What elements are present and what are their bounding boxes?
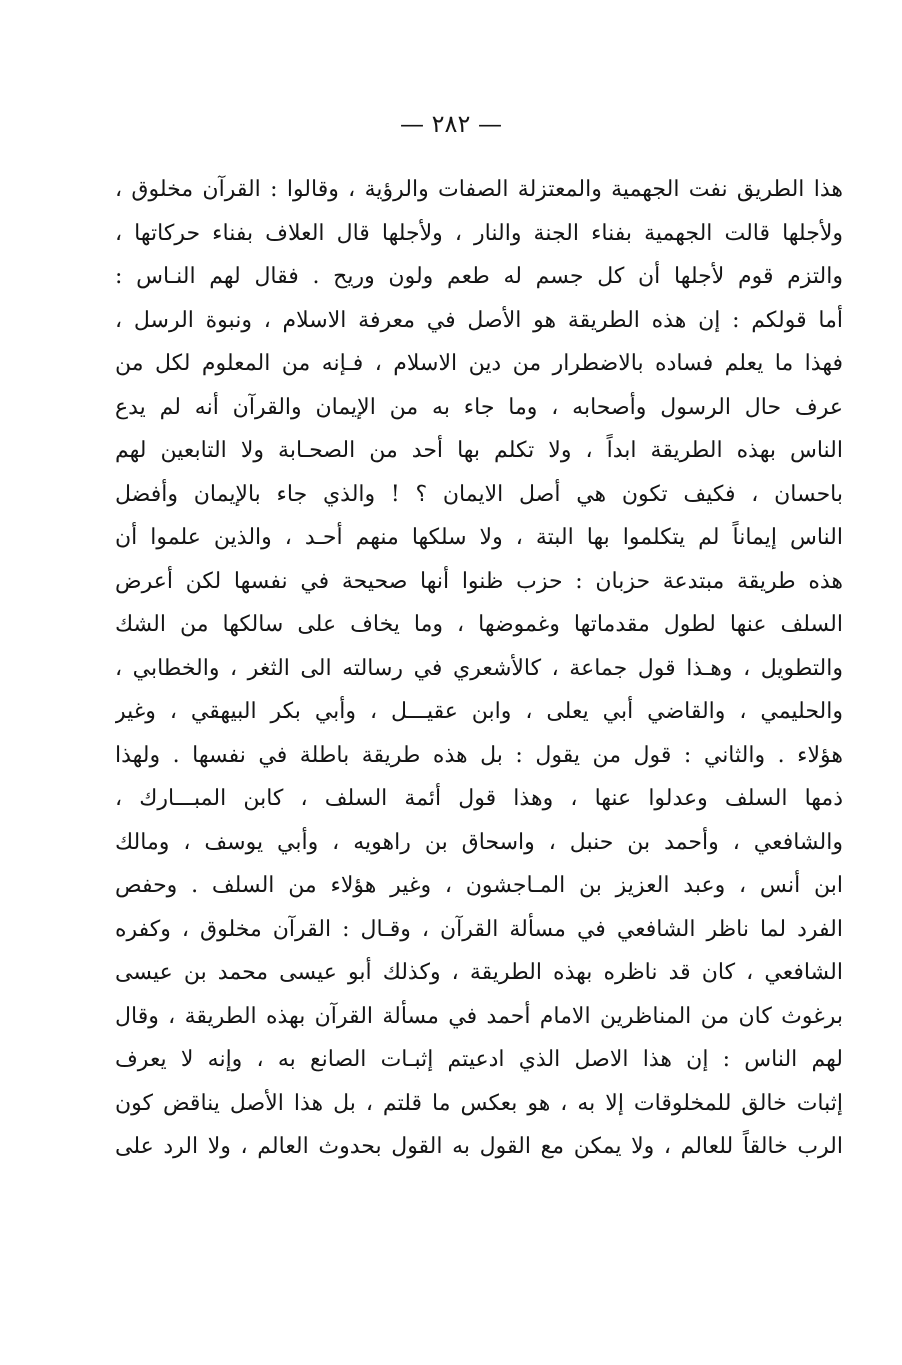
text-line: الفرد لما ناظر الشافعي في مسألة القرآن ، وقـال : القرآن مخلوق ، وكفره bbox=[115, 916, 843, 942]
text-line: ابن أنس ، وعبد العزيز بن المـاجشون ، وغير هؤلاء من السلف . وحفص bbox=[115, 873, 843, 898]
text-line: إثبات خالق للمخلوقات إلا به ، هو بعكس ما قلتم ، بل هذا الأصل يناقض كون bbox=[115, 1090, 843, 1116]
text-line: والشافعي ، وأحمد بن حنبل ، واسحاق بن راهويه ، وأبي يوسف ، ومالك bbox=[115, 829, 843, 855]
text-line: الناس بهذه الطريقة ابداً ، ولا تكلم بها أحد من الصحـابة ولا التابعين لهم bbox=[115, 438, 843, 463]
text-line: هذا الطريق نفت الجهمية والمعتزلة الصفات والرؤية ، وقالوا : القرآن مخلوق ، bbox=[115, 177, 843, 202]
text-line: والحليمي ، والقاضي أبي يعلى ، وابن عقيـــل ، وأبي بكر البيهقي ، وغير bbox=[115, 699, 843, 724]
body-text bbox=[115, 168, 843, 1169]
text-line: والتطويل ، وهـذا قول جماعة ، كالأشعري في رسالته الى الثغر ، والخطابي ، bbox=[115, 655, 843, 681]
text-line: الشافعي ، كان قد ناظره بهذه الطريقة ، وكذلك أبو عيسى محمد بن عيسى bbox=[115, 960, 843, 985]
text-line: عرف حال الرسول وأصحابه ، وما جاء به من الإيمان والقرآن أنه لم يدع bbox=[115, 394, 843, 420]
text-line: ولأجلها قالت الجهمية بفناء الجنة والنار ، ولأجلها قال العلاف بفناء حركاتها ، bbox=[115, 220, 843, 246]
text-line: لهم الناس : إن هذا الاصل الذي ادعيتم إثبـات الصانع به ، وإنه لا يعرف bbox=[115, 1047, 843, 1072]
text-line: أما قولكم : إن هذه الطريقة هو الأصل في معرفة الاسلام ، ونبوة الرسل ، bbox=[115, 307, 843, 333]
text-line: ذمها السلف وعدلوا عنها ، وهذا قول أئمة السلف ، كابن المبـــارك ، bbox=[115, 786, 843, 811]
text-line: باحسان ، فكيف تكون هي أصل الايمان ؟ ! والذي جاء بالإيمان وأفضل bbox=[115, 481, 843, 507]
text-line: السلف عنها لطول مقدماتها وغموضها ، وما يخاف على سالكها من الشك bbox=[115, 612, 843, 637]
text-line: هذه طريقة مبتدعة حزبان : حزب ظنوا أنها صحيحة في نفسها لكن أعرض bbox=[115, 568, 843, 594]
text-line: الناس إيماناً لم يتكلموا بها البتة ، ولا سلكها منهم أحـد ، والذين علموا أن bbox=[115, 525, 843, 550]
text-line: فهذا ما يعلم فساده بالاضطرار من دين الاسلام ، فـإنه من المعلوم لكل من bbox=[115, 351, 843, 376]
text-line: الرب خالقاً للعالم ، ولا يمكن مع القول به القول بحدوث العالم ، ولا الرد على bbox=[115, 1134, 843, 1159]
text-line: هؤلاء . والثاني : قول من يقول : بل هذه طريقة باطلة في نفسها . ولهذا bbox=[115, 742, 843, 768]
text-line: برغوث كان من المناظرين الامام أحمد في مسألة القرآن بهذه الطريقة ، وقال bbox=[115, 1003, 843, 1029]
page-number: — ٢٨٢ — bbox=[400, 110, 502, 138]
text-line: والتزم قوم لأجلها أن كل جسم له طعم ولون وريح . فقال لهم النـاس : bbox=[115, 264, 843, 289]
